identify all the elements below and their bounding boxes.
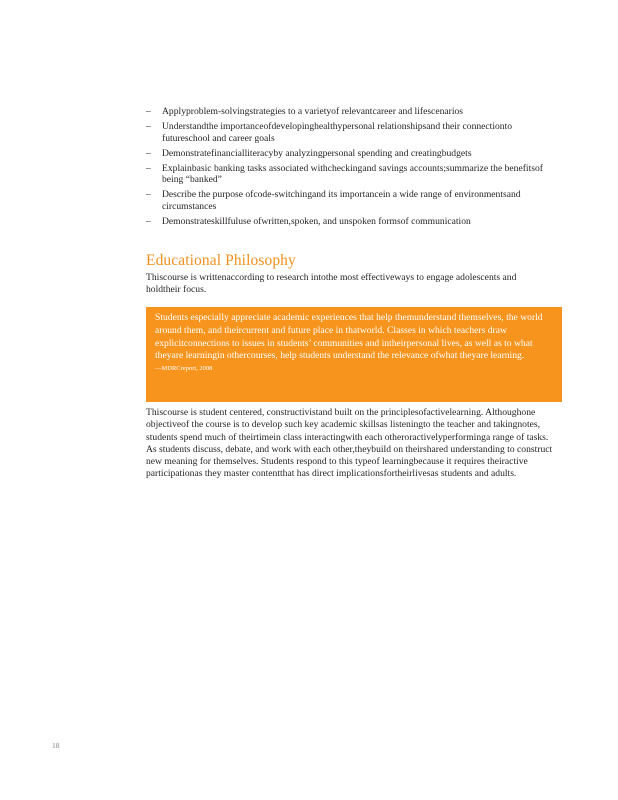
- page-number: 18: [52, 741, 60, 750]
- objective-text: Explainbasic banking tasks associated withcheckingand savings accounts;summarize the benefitsof being “banked”: [162, 162, 543, 186]
- objective-item: [146, 163, 546, 186]
- objectives-list: [146, 106, 546, 231]
- objective-text: Demonstratefinancialliteracyby analyzingpersonal spending and creatingbudgets: [162, 147, 472, 159]
- body-paragraph: Thiscourse is student centered, constructivistand built on the principlesofactivelearning. Althoughone objectiveof the course is to develop such key academic skillsas listeningto the teacher and takingnotes, students spend much of theirtimein class interactingwith each otheroractivelyperforminga range of tasks. As students discuss, debate, and work with each other,theybuild on theirshared understanding to construct new meaning for themselves. Students respond to this typeof learningbecause it requires theiractive participationas they master contentthat has direct implicationsfortheirlivesas students and adults.: [146, 407, 553, 480]
- bullet-dash: –: [146, 106, 151, 117]
- pull-quote-citation: —MDRCreport, 2008: [155, 365, 213, 373]
- objective-text: Demonstrateskillfuluse ofwritten,spoken, and unspoken formsof communication: [162, 215, 471, 227]
- bullet-dash: –: [146, 121, 151, 133]
- objective-item: [146, 189, 546, 212]
- objective-item: [146, 106, 546, 118]
- bullet-dash: –: [146, 147, 151, 159]
- bullet-dash: –: [146, 215, 151, 227]
- bullet-dash: –: [146, 189, 151, 201]
- pull-quote-text: Students especially appreciate academic experiences that help themunderstand themselves, the world around them, and theircurrent and future place in thatworld. Classes in which teachers draw explicitconnections to issues in students’ communities and intheirpersonal lives, as well as to what theyare learningin othercourses, help students understand the relevance ofwhat theyare learning.: [155, 312, 543, 362]
- pull-quote-box: [146, 307, 562, 402]
- objective-text: Describe the purpose ofcode-switchingand its importancein a wide range of environmentsand circumstances: [162, 189, 521, 212]
- objective-text: Understandthe importanceofdevelopinghealthypersonal relationshipsand their connectionto futureschool and career goals: [162, 121, 513, 144]
- intro-paragraph: Thiscourse is writtenaccording to research intothe most effectiveways to engage adolescents and holdtheir focus.: [146, 272, 517, 295]
- bullet-dash: –: [146, 162, 151, 174]
- objective-text: Applyproblem-solvingstrategies to a varietyof relevantcareer and lifescenarios: [162, 106, 464, 117]
- objective-item: [146, 148, 546, 160]
- objective-item: [146, 121, 546, 144]
- section-heading: Educational Philosophy: [146, 252, 296, 269]
- objective-item: [146, 216, 546, 228]
